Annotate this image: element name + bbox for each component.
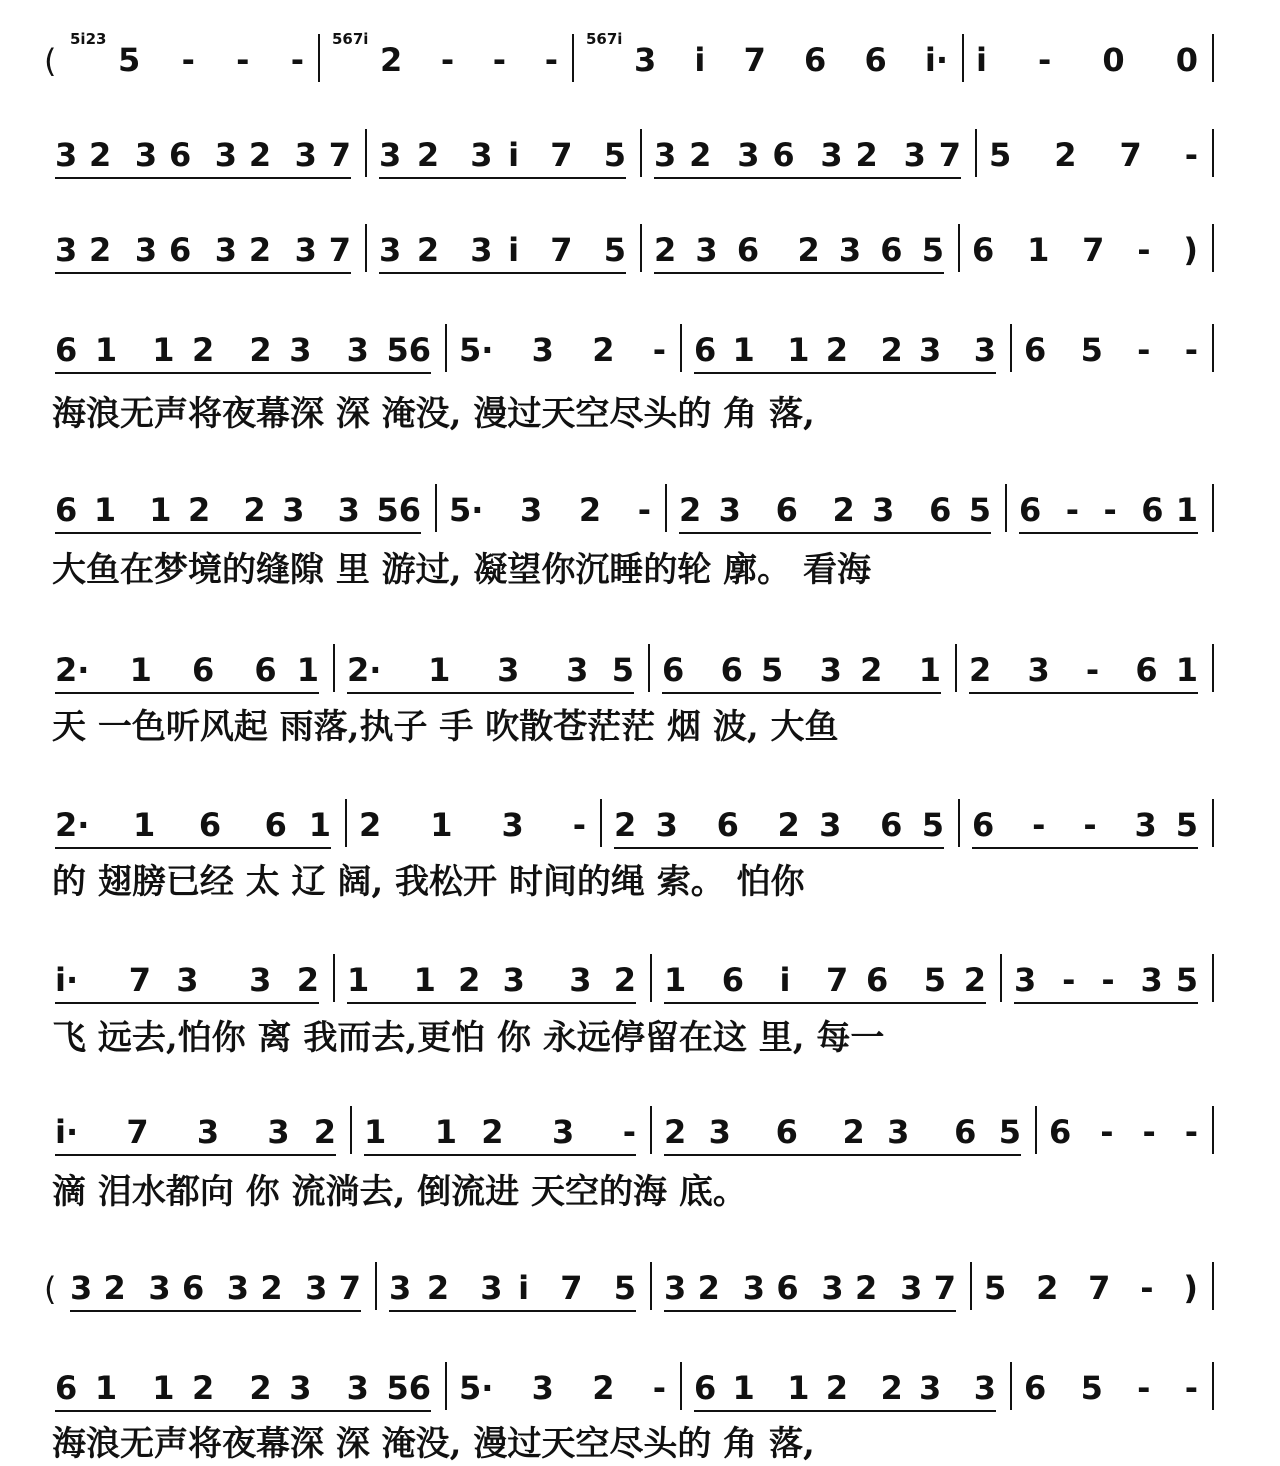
beam-underline <box>55 372 431 374</box>
barline <box>1212 324 1214 372</box>
measure <box>389 1268 636 1312</box>
measure <box>332 30 558 84</box>
barline <box>350 1106 352 1154</box>
score-line <box>0 30 1280 84</box>
measure <box>55 135 351 179</box>
lyrics-line: 飞 远去,怕你 离 我而去,更怕 你 永远停留在这 里, 每一 <box>52 1018 885 1058</box>
measure-notes: i· 7 3 3 2 <box>55 961 319 999</box>
barline <box>333 954 335 1002</box>
measure <box>1019 490 1198 534</box>
barline <box>333 644 335 692</box>
measure-notes: 3 2 3 6 3 2 3 7 <box>55 136 351 174</box>
beam-underline <box>379 272 626 274</box>
beam-underline <box>55 177 351 179</box>
measure-notes: 6 1 1 2 2 3 3 <box>694 331 996 369</box>
beam-underline <box>662 692 941 694</box>
measure-notes: i - 0 0 <box>976 41 1198 79</box>
measure <box>664 1268 956 1312</box>
beam-underline <box>664 1154 1021 1156</box>
measure <box>654 230 944 274</box>
measure <box>989 135 1198 179</box>
measure-notes: 3 2 3 6 3 2 3 7 <box>654 136 961 174</box>
measure <box>614 805 944 849</box>
measure-notes: 6 1 1 2 2 3 3 56 <box>55 331 431 369</box>
measure-notes: 6 5 - - <box>1024 331 1198 369</box>
barline <box>640 129 642 177</box>
barline <box>1005 484 1007 532</box>
beam-underline <box>614 847 944 849</box>
measure-notes: 2 3 6 2 3 6 5 <box>614 806 944 844</box>
beam-underline <box>694 1410 996 1412</box>
barline <box>955 644 957 692</box>
beam-underline <box>972 847 1198 849</box>
barline <box>680 1362 682 1410</box>
measure <box>364 1112 636 1156</box>
measure <box>379 135 626 179</box>
measure-notes: 6 - - 3 5 <box>972 806 1198 844</box>
measure-notes: 3 2 3 i 7 5 <box>379 136 626 174</box>
measure <box>55 960 319 1004</box>
beam-underline <box>969 692 1198 694</box>
measure <box>55 490 421 534</box>
barline <box>958 224 960 272</box>
measure-notes: 2 3 - 6 1 <box>969 651 1198 689</box>
beam-underline <box>55 1002 319 1004</box>
barline <box>1212 34 1214 82</box>
beam-underline <box>664 1310 956 1312</box>
score-line <box>0 1112 1280 1156</box>
measure-notes: 2· 1 6 6 1 <box>55 651 319 689</box>
measure <box>654 135 961 179</box>
measure <box>55 230 351 274</box>
barline <box>648 644 650 692</box>
barline <box>1212 1262 1214 1310</box>
measure-notes: 2· 1 6 6 1 <box>55 806 331 844</box>
score-line <box>0 135 1280 179</box>
measure <box>1024 1368 1198 1412</box>
score-line <box>0 1368 1280 1412</box>
barline <box>958 799 960 847</box>
score-line <box>0 230 1280 274</box>
measure-notes: 5· 3 2 - <box>459 331 666 369</box>
lyrics-line: 滴 泪水都向 你 流淌去, 倒流进 天空的海 底。 <box>52 1172 747 1212</box>
beam-underline <box>347 1002 636 1004</box>
barline <box>1212 799 1214 847</box>
score-line <box>0 330 1280 374</box>
measure-notes: 1 6 i 7 6 5 2 <box>664 961 986 999</box>
barline <box>975 129 977 177</box>
open-paren: ( <box>44 42 57 80</box>
beam-underline <box>364 1154 636 1156</box>
barline <box>650 954 652 1002</box>
measure <box>1024 330 1198 374</box>
measure-notes: 5 2 7 - ) <box>984 1269 1198 1307</box>
measure <box>664 1112 1021 1156</box>
measure-notes: 6 1 7 - ) <box>972 231 1198 269</box>
barline <box>345 799 347 847</box>
barline <box>962 34 964 82</box>
measure <box>55 1112 336 1156</box>
measure <box>664 960 986 1004</box>
measure <box>70 30 304 84</box>
measure <box>972 230 1198 274</box>
measure-notes: 5· 3 2 - <box>449 491 651 529</box>
barline <box>600 799 602 847</box>
measure <box>679 490 991 534</box>
beam-underline <box>664 1002 986 1004</box>
measure-notes: 5· 3 2 - <box>459 1369 666 1407</box>
measure <box>984 1268 1198 1312</box>
beam-underline <box>55 532 421 534</box>
lyrics-line: 的 翅膀已经 太 辽 阔, 我松开 时间的绳 索。 怕你 <box>52 862 805 902</box>
measure <box>55 1368 431 1412</box>
measure-notes: 3 2 3 6 3 2 3 7 <box>55 231 351 269</box>
beam-underline <box>55 272 351 274</box>
measure <box>1014 960 1198 1004</box>
score-line <box>0 490 1280 534</box>
measure-notes: 6 1 1 2 2 3 3 56 <box>55 491 421 529</box>
barline <box>365 129 367 177</box>
measure <box>379 230 626 274</box>
measure-notes: 2 3 6 2 3 6 5 <box>679 491 991 529</box>
beam-underline <box>55 692 319 694</box>
measure <box>449 490 651 534</box>
beam-underline <box>55 1154 336 1156</box>
barline <box>650 1262 652 1310</box>
barline <box>1212 954 1214 1002</box>
barline <box>1212 1362 1214 1410</box>
measure <box>347 960 636 1004</box>
lyrics-line: 海浪无声将夜幕深 深 淹没, 漫过天空尽头的 角 落, <box>52 1424 815 1464</box>
measure-notes: 2 3 6 2 3 6 5 <box>664 1113 1021 1151</box>
beam-underline <box>654 177 961 179</box>
measure <box>969 650 1198 694</box>
measure-notes: 6 1 1 2 2 3 3 <box>694 1369 996 1407</box>
beam-underline <box>679 532 991 534</box>
barline <box>1212 224 1214 272</box>
barline <box>445 1362 447 1410</box>
open-paren: ( <box>44 1270 57 1308</box>
grace-notes: 5i23 <box>70 30 107 48</box>
measure <box>359 805 586 849</box>
measure <box>694 330 996 374</box>
barline <box>1212 129 1214 177</box>
measure <box>55 330 431 374</box>
barline <box>680 324 682 372</box>
measure-notes: 2 3 6 2 3 6 5 <box>654 231 944 269</box>
measure-notes: 6 - - 6 1 <box>1019 491 1198 529</box>
measure-notes: 1 1 2 3 - <box>364 1113 636 1151</box>
measure-notes: 3 2 3 6 3 2 3 7 <box>70 1269 361 1307</box>
grace-notes: 567i <box>332 30 369 48</box>
measure <box>1049 1112 1198 1156</box>
score-line <box>0 805 1280 849</box>
barline <box>365 224 367 272</box>
beam-underline <box>1014 1002 1198 1004</box>
beam-underline <box>389 1310 636 1312</box>
barline <box>970 1262 972 1310</box>
measure <box>70 1268 361 1312</box>
barline <box>1212 644 1214 692</box>
measure-notes: 6 1 1 2 2 3 3 56 <box>55 1369 431 1407</box>
barline <box>1010 324 1012 372</box>
measure-notes: 2· 1 3 3 5 <box>347 651 634 689</box>
measure <box>586 30 948 84</box>
beam-underline <box>55 1410 431 1412</box>
barline <box>1035 1106 1037 1154</box>
measure <box>347 650 634 694</box>
grace-notes: 567i <box>586 30 623 48</box>
measure-notes: 6 - - - <box>1049 1113 1198 1151</box>
measure-notes: 3 i 7 6 6 i· <box>634 41 948 79</box>
measure <box>459 330 666 374</box>
measure <box>976 40 1198 84</box>
beam-underline <box>70 1310 361 1312</box>
measure-notes: 5 - - - <box>118 41 304 79</box>
measure <box>694 1368 996 1412</box>
measure-notes: 3 - - 3 5 <box>1014 961 1198 999</box>
barline <box>1010 1362 1012 1410</box>
barline <box>1212 1106 1214 1154</box>
barline <box>640 224 642 272</box>
measure-notes: 2 - - - <box>380 41 558 79</box>
measure-notes: 3 2 3 i 7 5 <box>389 1269 636 1307</box>
barline <box>445 324 447 372</box>
barline <box>665 484 667 532</box>
beam-underline <box>654 272 944 274</box>
barline <box>1000 954 1002 1002</box>
measure-notes: 2 1 3 - <box>359 806 586 844</box>
lyrics-line: 大鱼在梦境的缝隙 里 游过, 凝望你沉睡的轮 廓。 看海 <box>52 550 872 590</box>
measure-notes: 1 1 2 3 3 2 <box>347 961 636 999</box>
beam-underline <box>694 372 996 374</box>
measure <box>459 1368 666 1412</box>
barline <box>572 34 574 82</box>
measure-notes: i· 7 3 3 2 <box>55 1113 336 1151</box>
barline <box>375 1262 377 1310</box>
barline <box>435 484 437 532</box>
barline <box>650 1106 652 1154</box>
beam-underline <box>379 177 626 179</box>
measure <box>662 650 941 694</box>
barline <box>1212 484 1214 532</box>
score-line <box>0 960 1280 1004</box>
measure <box>55 650 319 694</box>
measure-notes: 6 6 5 3 2 1 <box>662 651 941 689</box>
score-line <box>0 650 1280 694</box>
measure <box>972 805 1198 849</box>
beam-underline <box>55 847 331 849</box>
measure-notes: 3 2 3 6 3 2 3 7 <box>664 1269 956 1307</box>
score-line <box>0 1268 1280 1312</box>
measure-notes: 6 5 - - <box>1024 1369 1198 1407</box>
measure-notes: 5 2 7 - <box>989 136 1198 174</box>
barline <box>318 34 320 82</box>
lyrics-line: 天 一色听风起 雨落,执子 手 吹散苍茫茫 烟 波, 大鱼 <box>52 707 839 747</box>
beam-underline <box>1019 532 1198 534</box>
beam-underline <box>347 692 634 694</box>
measure-notes: 3 2 3 i 7 5 <box>379 231 626 269</box>
lyrics-line: 海浪无声将夜幕深 深 淹没, 漫过天空尽头的 角 落, <box>52 394 815 434</box>
measure <box>55 805 331 849</box>
